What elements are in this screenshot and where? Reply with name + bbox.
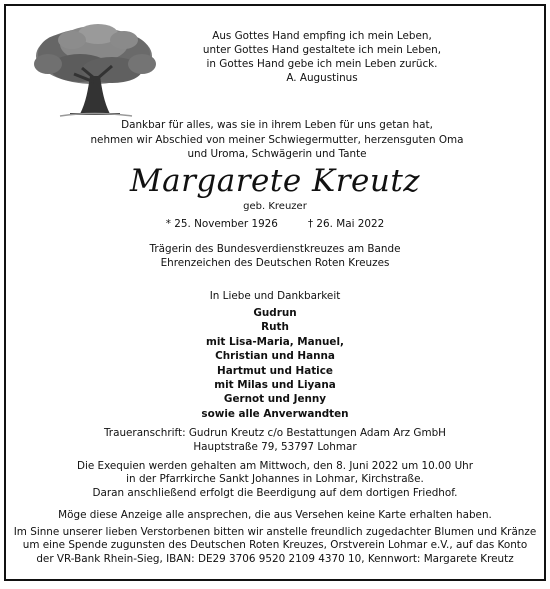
funeral-line: Daran anschließend erfolgt die Beerdigung auf dem dortigen Friedhof. xyxy=(92,486,458,499)
mourner-name: sowie alle Anverwandten xyxy=(201,407,349,420)
intro-line: Dankbar für alles, was sie in ihrem Leben für uns getan hat, xyxy=(121,119,433,131)
life-dates xyxy=(6,217,544,231)
quote-line: Aus Gottes Hand empfing ich mein Leben, xyxy=(212,30,432,42)
quote-line: in Gottes Hand gebe ich mein Leben zurück. xyxy=(206,58,438,70)
mourners-list xyxy=(6,306,544,421)
mourner-name: Gudrun xyxy=(253,307,297,319)
intro-line: und Uroma, Schwägerin und Tante xyxy=(187,148,367,161)
quote xyxy=(192,29,452,85)
honor-line: Trägerin des Bundesverdienstkreuzes am Bande xyxy=(149,243,401,255)
donation-line: um eine Spende zugunsten des Deutschen Roten Kreuzes, Orstverein Lohmar e.V., auf das Konto xyxy=(22,539,528,552)
mourners-intro: In Liebe und Dankbarkeit xyxy=(209,290,341,302)
honors xyxy=(6,242,544,270)
death-date: † 26. Mai 2022 xyxy=(307,218,385,230)
donation-request xyxy=(6,526,544,566)
quote-author: A. Augustinus xyxy=(286,72,358,84)
mourner-name: Christian und Hanna xyxy=(215,350,335,363)
intro-line: nehmen wir Abschied von meiner Schwiegermutter, herzensguten Oma xyxy=(90,133,464,146)
quote-line: unter Gottes Hand gestaltete ich mein Leben, xyxy=(202,44,442,56)
mourner-name: Ruth xyxy=(261,321,289,334)
mourning-address xyxy=(6,426,544,454)
obituary-notice xyxy=(4,4,546,581)
mourner-name: Gernot und Jenny xyxy=(223,393,327,406)
honor-line: Ehrenzeichen des Deutschen Roten Kreuzes xyxy=(160,257,390,269)
funeral-details xyxy=(6,460,544,500)
funeral-line: Die Exequien werden gehalten am Mittwoch, den 8. Juni 2022 um 10.00 Uhr xyxy=(76,460,474,472)
funeral-line: in der Pfarrkirche Sankt Johannes in Lohmar, Kirchstraße. xyxy=(126,473,424,486)
birth-date: * 25. November 1926 xyxy=(165,218,278,230)
mourner-name: mit Milas und Liyana xyxy=(214,379,336,392)
address-line: Traueranschrift: Gudrun Kreutz c/o Bestattungen Adam Arz GmbH xyxy=(103,427,446,439)
mourner-name: Hartmut und Hatice xyxy=(217,364,333,377)
tree-icon xyxy=(24,20,164,124)
intro-text xyxy=(26,118,528,162)
card-note: Möge diese Anzeige alle ansprechen, die aus Versehen keine Karte erhalten haben. xyxy=(58,509,492,521)
deceased-name: Margarete Kreutz xyxy=(129,163,421,199)
donation-line: Im Sinne unserer lieben Verstorbenen bitten wir anstelle freundlich zugedachter Blumen und Kränze xyxy=(13,526,537,538)
donation-line: der VR-Bank Rhein-Sieg, IBAN: DE29 3706 9520 2109 4370 10, Kennwort: Margarete Kreutz xyxy=(36,552,514,565)
birth-name: geb. Kreuzer xyxy=(243,201,307,212)
address-line: Hauptstraße 79, 53797 Lohmar xyxy=(193,441,357,453)
mourner-name: mit Lisa-Maria, Manuel, xyxy=(206,335,344,348)
